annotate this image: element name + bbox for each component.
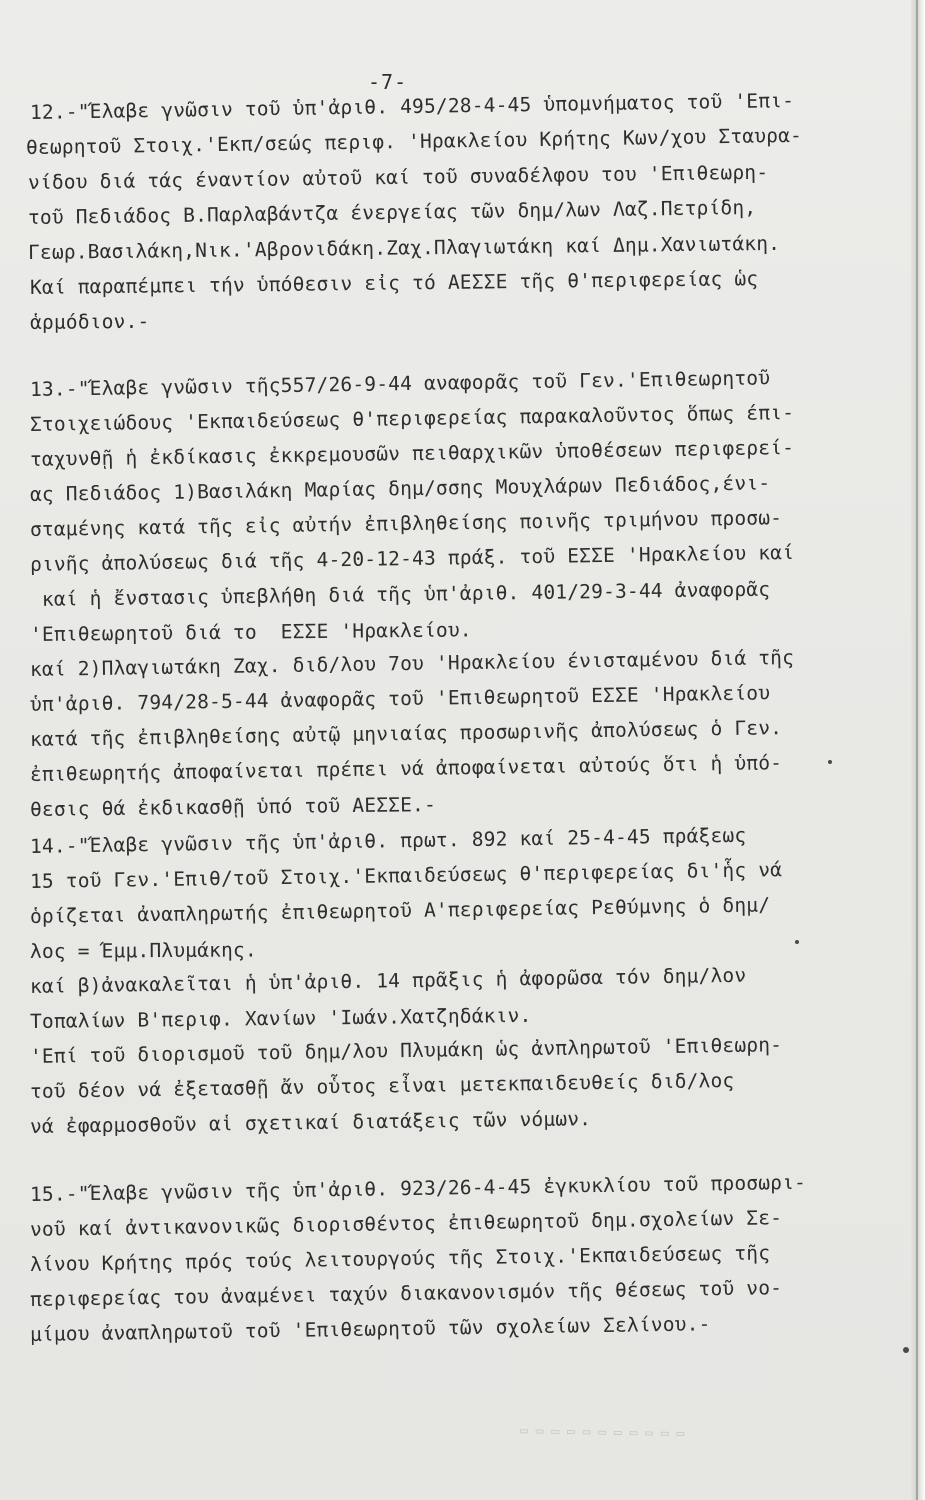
bleed-through-mark: ▭ ▭ ▭ ▭ ▭ ▭ ▭ ▭ ▭ ▭ ▭ (519, 1423, 685, 1442)
text-line: νοῦ καί ἀντικανονικῶς διορισθέντος ἐπιθεωρητοῦ δημ.σχολείων Σε- (29, 1206, 783, 1241)
text-line: σταμένης κατά τῆς εἰς αὐτήν ἐπιβληθείσης ποινῆς τριμήνου προσω- (29, 506, 783, 541)
text-line: ἁρμόδιον.- (29, 309, 150, 334)
text-line: 'Επιθεωρητοῦ διά το ΕΣΣΕ 'Ηρακλείου. (29, 618, 472, 646)
text-line: ὑπ'ἀριθ. 794/28-5-44 ἀναφορᾶς τοῦ 'Επιθεωρητοῦ ΕΣΣΕ 'Ηρακλείου (29, 681, 771, 716)
page-number: -7- (368, 70, 408, 94)
ink-dot (795, 940, 799, 944)
text-line: τοῦ δέον νά ἐξετασθῇ ἄν οὗτος εἶναι μετεκπαιδευθείς διδ/λος (29, 1068, 735, 1103)
text-line: κατά τῆς ἐπιβληθείσης αὐτῷ μηνιαίας προσωρινῆς ἀπολύσεως ὁ Γεν. (29, 716, 783, 751)
text-line: τοῦ Πεδιάδος Β.Παρλαβάντζα ένεργείας τῶν δημ/λων Λαζ.Πετρίδη, (27, 195, 757, 230)
paragraph-12 (25, 88, 900, 340)
text-line: Στοιχειώδους 'Εκπαιδεύσεως θ'περιφερείας παρακαλοῦντος ὅπως έπι- (29, 400, 795, 436)
text-line: θεωρητοῦ Στοιχ.'Εκπ/σεώς περιφ. 'Ηρακλείου Κρήτης Κων/χου Σταυρα- (25, 123, 803, 160)
text-line: Τοπαλίων Β'περιφ. Χανίων 'Ιωάν.Χατζηδάκιν. (29, 1003, 532, 1033)
text-line: ας Πεδιάδος 1)Βασιλάκη Μαρίας δημ/σσης Μουχλάρων Πεδιάδος,ένι- (29, 471, 771, 506)
text-line: 15.-"Έλαβε γνῶσιν τῆς ὑπ'ἀριθ. 923/26-4-45 ἐγκυκλίου τοῦ προσωρι- (29, 1170, 807, 1206)
text-line: καί 2)Πλαγιωτάκη Ζαχ. διδ/λου 7ου 'Ηρακλείου ένισταμένου διά τῆς (29, 645, 795, 681)
text-line: Καί παραπέμπει τήν ὑπόθεσιν εἰς τό ΑΕΣΣΕ τῆς θ'περιφερείας ὡς (29, 267, 759, 299)
text-line: καί β)ἀνακαλεῖται ἡ ὑπ'ἀριθ. 14 πρᾶξις ἡ ἀφορῶσα τόν δημ/λον (29, 963, 747, 998)
paragraph-13 (29, 366, 900, 827)
text-line: 15 τοῦ Γεν.'Επιθ/τοῦ Στοιχ.'Εκπαιδεύσεως θ'περιφερείας δι'ἧς νά (29, 858, 783, 893)
page-edge-line (916, 0, 918, 1500)
text-line: Γεωρ.Βασιλάκη,Νικ.'Αβρονιδάκη.Ζαχ.Πλαγιωτάκη καί Δημ.Χανιωτάκη. (27, 231, 781, 265)
ink-dot (828, 760, 832, 764)
text-line: λίνου Κρήτης πρός τούς λειτουργούς τῆς Στοιχ.'Εκπαιδεύσεως τῆς (29, 1241, 771, 1276)
text-line: ὁρίζεται ἀναπληρωτής ἐπιθεωρητοῦ Α'περιφερείας Ρεθύμνης ὁ δημ/ (29, 893, 771, 928)
page-edge (911, 0, 925, 1500)
text-line: 14.-"Έλαβε γνῶσιν τῆς ὑπ'ἀριθ. πρωτ. 892 καί 25-4-45 πράξεως (29, 823, 747, 858)
text-line: 12.-"Έλαβε γνῶσιν τοῦ ὑπ'ἀριθ. 495/28-4-45 ὑπομνήματος τοῦ 'Επι- (29, 88, 795, 124)
text-line: καί ἡ ἔνστασις ὑπεβλήθη διά τῆς ὑπ'ἀριθ. 401/29-3-44 ἀναφορᾶς (29, 577, 771, 611)
text-line: περιφερείας του ἀναμένει ταχύν διακανονισμόν τῆς θέσεως τοῦ νο- (29, 1276, 783, 1311)
paragraph-15 (29, 1170, 900, 1352)
text-line: μίμου ἀναπληρωτοῦ τοῦ 'Επιθεωρητοῦ τῶν σχολείων Σελίνου.- (29, 1312, 711, 1346)
text-line: 'Επί τοῦ διορισμοῦ τοῦ δημ/λου Πλυμάκη ὡς ἀνπληρωτοῦ 'Επιθεωρη- (29, 1033, 783, 1068)
text-line: ἐπιθεωρητής ἀποφαίνεται πρέπει νά ἀποφαίνεται αὐτούς ὅτι ἡ ὑπό- (29, 751, 783, 786)
text-line: θεσις θά ἐκδικασθῇ ὑπό τοῦ ΑΕΣΣΕ.- (29, 793, 437, 821)
ink-dot (903, 1347, 909, 1353)
text-line: ρινῆς ἀπολύσεως διά τῆς 4-20-12-43 πράξ. τοῦ ΕΣΣΕ 'Ηρακλείου καί (29, 540, 795, 576)
text-line: λος = Έμμ.Πλυμάκης. (29, 938, 257, 963)
text-line: νίδου διά τάς έναντίον αὐτοῦ καί τοῦ συναδέλφου του 'Επιθεωρη- (27, 160, 769, 195)
paragraph-14 (29, 823, 900, 1144)
text-line: 13.-"Έλαβε γνῶσιν τῆς557/26-9-44 αναφορᾶς τοῦ Γεν.'Επιθεωρητοῦ (29, 366, 771, 401)
text-line: ταχυνθῇ ἡ ἐκδίκασις ἐκκρεμουσῶν πειθαρχικῶν ὑποθέσεων περιφερεί- (29, 435, 795, 471)
text-line: νά ἐφαρμοσθοῦν αἱ σχετικαί διατάξεις τῶν νόμων. (29, 1107, 592, 1138)
